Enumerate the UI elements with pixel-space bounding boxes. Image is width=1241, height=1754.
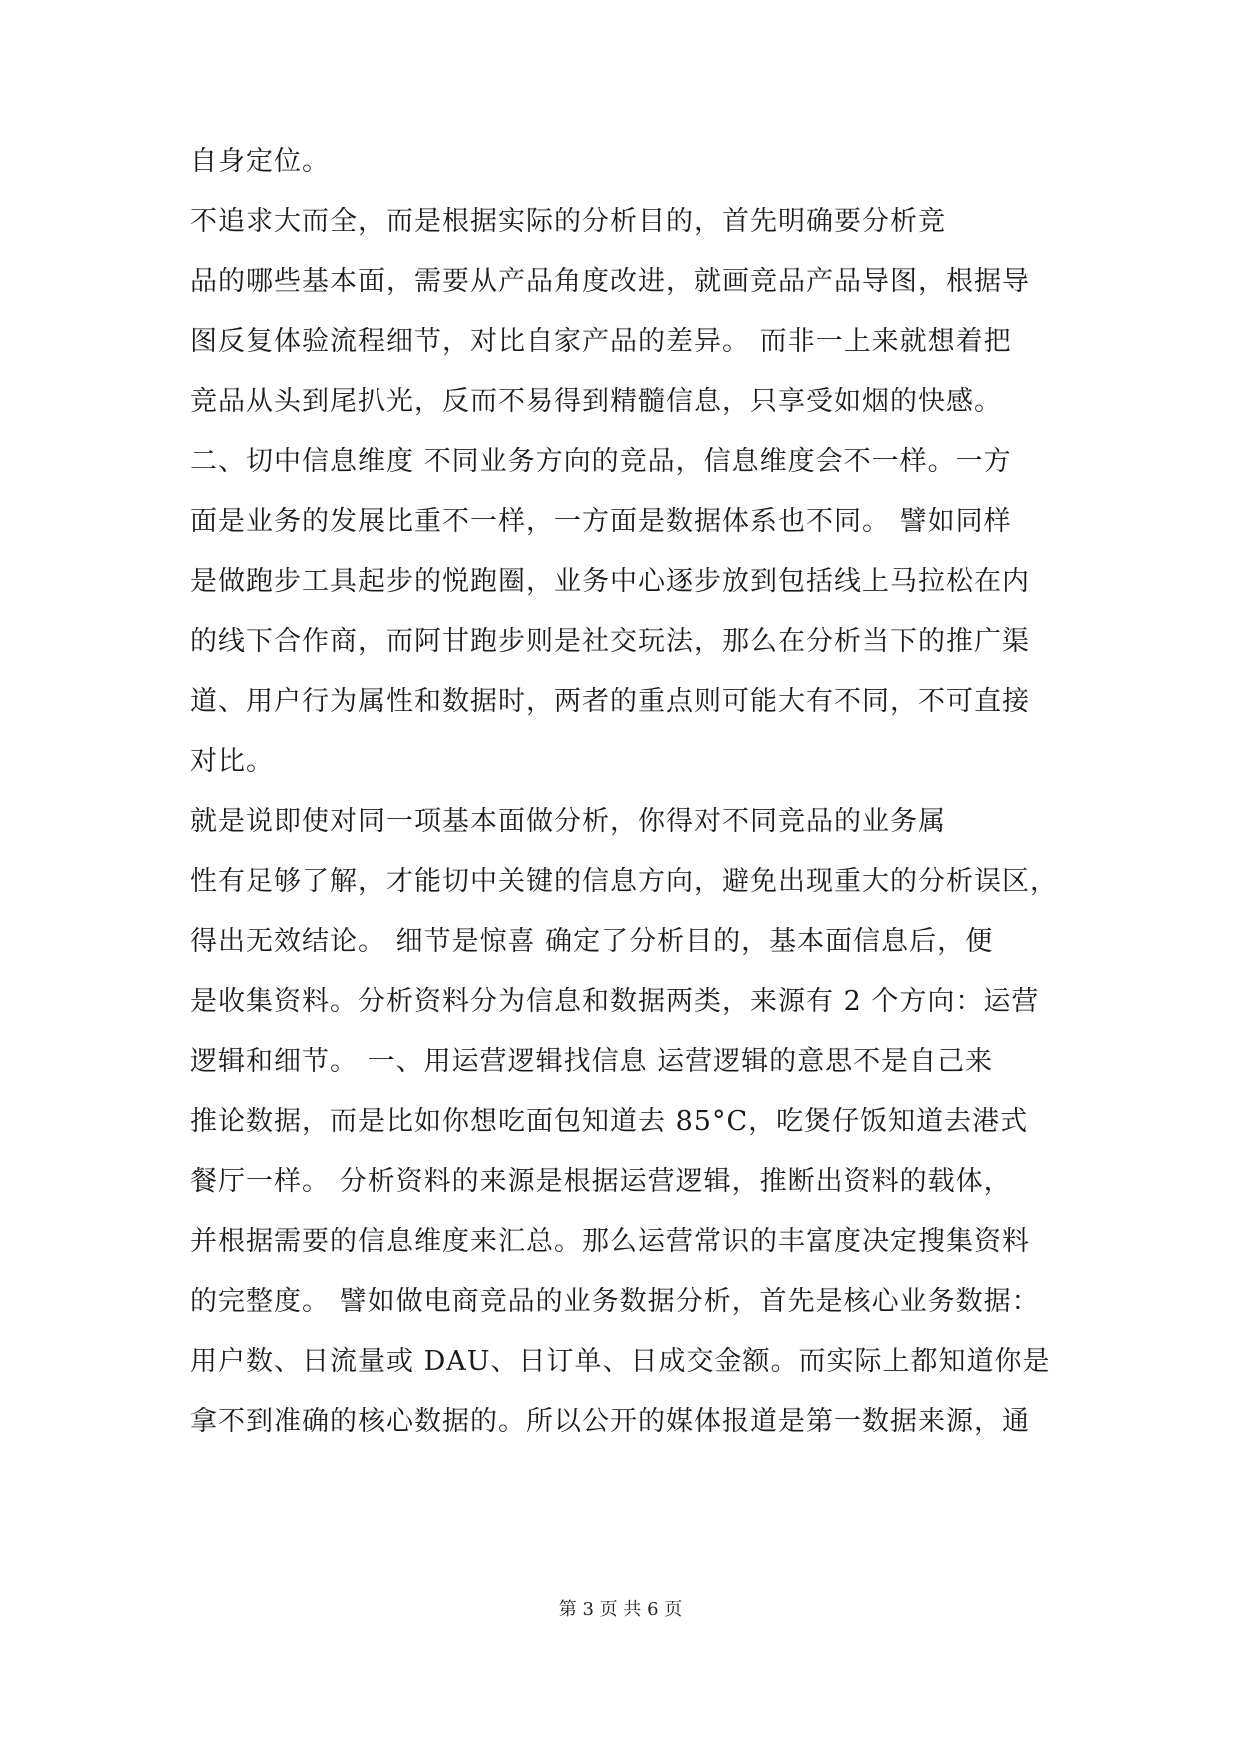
text-line: 得出无效结论。 细节是惊喜 确定了分析目的，基本面信息后，便 bbox=[190, 926, 994, 957]
text-line: 面是业务的发展比重不一样，一方面是数据体系也不同。 譬如同样 bbox=[190, 506, 1012, 537]
text-line: 推论数据，而是比如你想吃面包知道去 85°C，吃煲仔饭知道去港式 bbox=[190, 1106, 1029, 1137]
text-line: 自身定位。 bbox=[190, 146, 330, 177]
text-line: 就是说即使对同一项基本面做分析，你得对不同竞品的业务属 bbox=[190, 806, 946, 837]
text-line: 的完整度。 譬如做电商竞品的业务数据分析，首先是核心业务数据： bbox=[190, 1286, 1040, 1317]
text-line: 道、用户行为属性和数据时，两者的重点则可能大有不同，不可直接 bbox=[190, 686, 1030, 717]
text-line: 对比。 bbox=[190, 746, 274, 777]
text-line: 用户数、日流量或 DAU、日订单、日成交金额。而实际上都知道你是 bbox=[190, 1346, 1051, 1377]
text-line: 是收集资料。分析资料分为信息和数据两类，来源有 2 个方向：运营 bbox=[190, 986, 1040, 1017]
page-number-footer: 第 3 页 共 6 页 bbox=[558, 1599, 683, 1620]
text-line: 品的哪些基本面，需要从产品角度改进，就画竞品产品导图，根据导 bbox=[190, 266, 1030, 297]
text-line: 餐厅一样。 分析资料的来源是根据运营逻辑，推断出资料的载体， bbox=[190, 1166, 1012, 1197]
text-line: 性有足够了解，才能切中关键的信息方向，避免出现重大的分析误区， bbox=[190, 866, 1058, 897]
text-line: 图反复体验流程细节，对比自家产品的差异。 而非一上来就想着把 bbox=[190, 326, 1012, 357]
text-line: 逻辑和细节。 一、用运营逻辑找信息 运营逻辑的意思不是自己来 bbox=[190, 1046, 994, 1077]
text-line: 并根据需要的信息维度来汇总。那么运营常识的丰富度决定搜集资料 bbox=[190, 1226, 1030, 1257]
text-line: 拿不到准确的核心数据的。所以公开的媒体报道是第一数据来源，通 bbox=[190, 1406, 1030, 1437]
section-heading-line: 二、切中信息维度 不同业务方向的竞品，信息维度会不一样。一方 bbox=[190, 446, 1012, 477]
text-line: 不追求大而全，而是根据实际的分析目的，首先明确要分析竞 bbox=[190, 206, 946, 237]
text-line: 是做跑步工具起步的悦跑圈，业务中心逐步放到包括线上马拉松在内 bbox=[190, 566, 1030, 597]
text-line: 竞品从头到尾扒光，反而不易得到精髓信息，只享受如烟的快感。 bbox=[190, 386, 1002, 417]
text-line: 的线下合作商，而阿甘跑步则是社交玩法，那么在分析当下的推广渠 bbox=[190, 626, 1030, 657]
